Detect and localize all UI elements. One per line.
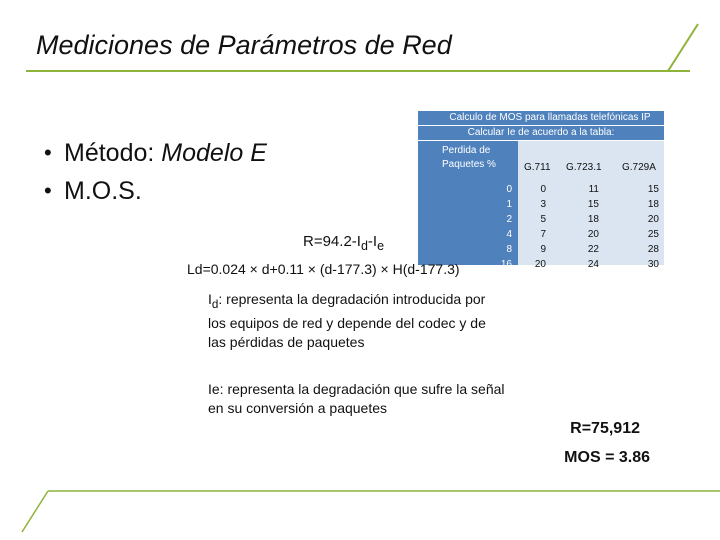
desc-id-symbol: I — [208, 291, 212, 307]
cell-loss: 8 — [506, 244, 512, 255]
result-mos: MOS = 3.86 — [564, 449, 650, 466]
formula-r-sub-d: d — [360, 239, 368, 253]
cell-g729a: 25 — [647, 229, 659, 240]
bullet-label: M.O.S. — [64, 176, 142, 205]
column-header-g729a: G.729A — [622, 162, 656, 173]
table-title: Calculo de MOS para llamadas telefónicas IP — [418, 111, 664, 126]
cell-g729a: 18 — [647, 199, 659, 210]
mos-table — [418, 111, 664, 270]
cell-loss: 0 — [506, 184, 512, 195]
cell-g7231: 15 — [587, 199, 599, 210]
desc-id-line3: las pérdidas de paquetes — [208, 333, 365, 350]
bullet-icon: • — [44, 178, 52, 203]
desc-id-sub: d — [211, 297, 219, 311]
column-header-g7231: G.723.1 — [566, 162, 602, 173]
bottom-left-slash — [22, 491, 48, 532]
description-id — [208, 290, 486, 352]
desc-ie-line2: en su conversión a paquetes — [208, 400, 388, 416]
desc-id-line2: los equipos de red y depende del codec y de — [208, 314, 486, 331]
formula-r-mid: -I — [367, 233, 378, 250]
cell-g7231: 11 — [588, 184, 599, 195]
bullet-item-metodo — [44, 134, 267, 172]
description-ie — [208, 380, 505, 418]
cell-g7231: 20 — [587, 229, 599, 240]
formula-r — [303, 233, 384, 253]
bullet-icon: • — [44, 140, 52, 165]
cell-g729a: 28 — [647, 244, 659, 255]
cell-loss: 4 — [506, 229, 512, 240]
cell-g7231: 18 — [587, 214, 599, 225]
table-subtitle: Calcular Ie de acuerdo a la tabla: — [418, 126, 664, 141]
cell-g729a: 30 — [647, 259, 659, 270]
bullet-emphasis: Modelo E — [161, 138, 267, 167]
cell-g711: 5 — [540, 214, 546, 225]
cell-loss: 2 — [506, 214, 512, 225]
cell-loss: 1 — [506, 199, 512, 210]
result-r: R=75,912 — [570, 420, 640, 437]
cell-g711: 20 — [534, 259, 546, 270]
bullet-list — [44, 134, 267, 210]
formula-r-sub-e: e — [377, 239, 385, 253]
column-header-g711: G.711 — [524, 162, 551, 173]
desc-ie-line1: Ie: representa la degradación que sufre la señal — [208, 381, 505, 397]
cell-g711: 3 — [540, 199, 546, 210]
cell-g729a: 20 — [647, 214, 659, 225]
bullet-item-mos — [44, 172, 267, 210]
cell-g711: 7 — [540, 229, 546, 240]
cell-loss: 16 — [500, 259, 512, 270]
slide-title: Mediciones de Parámetros de Red — [36, 30, 452, 60]
header-loss-line2: Paquetes % — [442, 159, 496, 170]
bullet-label: Método: — [64, 138, 155, 167]
cell-g711: 0 — [540, 184, 546, 195]
table-body — [418, 141, 664, 270]
formula-ld: Ld=0.024 × d+0.11 × (d-177.3) × H(d-177.3) — [187, 261, 460, 277]
desc-id-line1: : representa la degradación introducida por — [218, 291, 486, 307]
cell-g729a: 15 — [647, 184, 659, 195]
header-loss-line1: Perdida de — [442, 145, 491, 156]
formula-r-prefix: R=94.2-I — [303, 233, 361, 250]
cell-g7231: 22 — [587, 244, 599, 255]
cell-g711: 9 — [540, 244, 546, 255]
top-right-slash — [668, 24, 698, 71]
cell-g7231: 24 — [587, 259, 599, 270]
